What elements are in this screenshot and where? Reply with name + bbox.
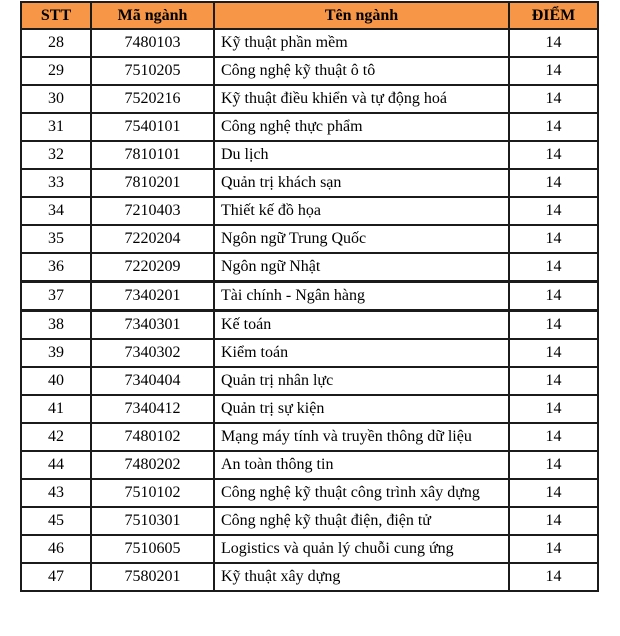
cell-name: Công nghệ kỹ thuật công trình xây dựng: [214, 479, 509, 507]
table-row: [21, 29, 598, 57]
table-row: [21, 311, 598, 340]
col-header-stt: STT: [21, 2, 91, 29]
table-row: [21, 85, 598, 113]
cell-stt: 30: [21, 85, 91, 113]
col-header-score: ĐIỂM: [509, 2, 598, 29]
cell-score: 14: [509, 535, 598, 563]
cell-stt: 33: [21, 169, 91, 197]
cell-code: 7340201: [91, 282, 214, 311]
cell-score: 14: [509, 253, 598, 282]
cell-code: 7340301: [91, 311, 214, 340]
table-row: [21, 423, 598, 451]
cell-name: Mạng máy tính và truyền thông dữ liệu: [214, 423, 509, 451]
table-row: [21, 197, 598, 225]
table-row: [21, 451, 598, 479]
cell-score: 14: [509, 395, 598, 423]
col-header-code: Mã ngành: [91, 2, 214, 29]
cell-name: Kỹ thuật điều khiển và tự động hoá: [214, 85, 509, 113]
cell-name: Quản trị sự kiện: [214, 395, 509, 423]
cell-score: 14: [509, 451, 598, 479]
cell-stt: 36: [21, 253, 91, 282]
cell-name: Kiểm toán: [214, 339, 509, 367]
cell-score: 14: [509, 507, 598, 535]
table-row: [21, 395, 598, 423]
cell-code: 7580201: [91, 563, 214, 591]
cell-code: 7810101: [91, 141, 214, 169]
table-row: [21, 282, 598, 311]
table-row: [21, 57, 598, 85]
table-body: [21, 29, 598, 591]
cell-name: Công nghệ kỹ thuật điện, điện tử: [214, 507, 509, 535]
cell-name: Kỹ thuật phần mềm: [214, 29, 509, 57]
table-row: [21, 535, 598, 563]
cell-code: 7220209: [91, 253, 214, 282]
cell-stt: 39: [21, 339, 91, 367]
cell-score: 14: [509, 29, 598, 57]
cell-score: 14: [509, 113, 598, 141]
cell-score: 14: [509, 85, 598, 113]
header-row: [21, 2, 598, 29]
cell-code: 7340404: [91, 367, 214, 395]
cell-name: Quản trị khách sạn: [214, 169, 509, 197]
cell-code: 7480202: [91, 451, 214, 479]
table-row: [21, 253, 598, 282]
cell-name: Tài chính - Ngân hàng: [214, 282, 509, 311]
cell-stt: 31: [21, 113, 91, 141]
cell-name: Ngôn ngữ Nhật: [214, 253, 509, 282]
cell-name: Công nghệ thực phẩm: [214, 113, 509, 141]
cell-stt: 43: [21, 479, 91, 507]
table-row: [21, 479, 598, 507]
cell-score: 14: [509, 225, 598, 253]
cell-stt: 29: [21, 57, 91, 85]
cell-stt: 28: [21, 29, 91, 57]
cell-stt: 46: [21, 535, 91, 563]
cell-stt: 41: [21, 395, 91, 423]
cell-name: Du lịch: [214, 141, 509, 169]
table-row: [21, 507, 598, 535]
cell-score: 14: [509, 282, 598, 311]
cell-stt: 40: [21, 367, 91, 395]
cell-code: 7510605: [91, 535, 214, 563]
cell-name: An toàn thông tin: [214, 451, 509, 479]
cell-score: 14: [509, 479, 598, 507]
cell-score: 14: [509, 57, 598, 85]
cell-score: 14: [509, 563, 598, 591]
cell-name: Ngôn ngữ Trung Quốc: [214, 225, 509, 253]
cell-score: 14: [509, 367, 598, 395]
cell-name: Kỹ thuật xây dựng: [214, 563, 509, 591]
cell-code: 7510205: [91, 57, 214, 85]
cell-code: 7510102: [91, 479, 214, 507]
cell-code: 7210403: [91, 197, 214, 225]
cell-name: Quản trị nhân lực: [214, 367, 509, 395]
cell-stt: 32: [21, 141, 91, 169]
cell-name: Kế toán: [214, 311, 509, 340]
cell-score: 14: [509, 339, 598, 367]
cell-code: 7510301: [91, 507, 214, 535]
table-row: [21, 225, 598, 253]
cell-score: 14: [509, 141, 598, 169]
table-row: [21, 141, 598, 169]
cell-name: Công nghệ kỹ thuật ô tô: [214, 57, 509, 85]
cell-score: 14: [509, 311, 598, 340]
table-row: [21, 339, 598, 367]
cell-stt: 45: [21, 507, 91, 535]
cell-code: 7520216: [91, 85, 214, 113]
cell-code: 7480103: [91, 29, 214, 57]
cell-stt: 38: [21, 311, 91, 340]
table-row: [21, 169, 598, 197]
table-row: [21, 113, 598, 141]
cell-stt: 42: [21, 423, 91, 451]
cell-code: 7540101: [91, 113, 214, 141]
cell-stt: 34: [21, 197, 91, 225]
admission-score-table: [20, 1, 599, 592]
cell-name: Logistics và quản lý chuỗi cung ứng: [214, 535, 509, 563]
cell-stt: 47: [21, 563, 91, 591]
table-row: [21, 367, 598, 395]
cell-score: 14: [509, 423, 598, 451]
cell-name: Thiết kế đồ họa: [214, 197, 509, 225]
table-row: [21, 563, 598, 591]
cell-code: 7340412: [91, 395, 214, 423]
cell-code: 7340302: [91, 339, 214, 367]
cell-stt: 44: [21, 451, 91, 479]
cell-stt: 35: [21, 225, 91, 253]
cell-code: 7480102: [91, 423, 214, 451]
cell-code: 7810201: [91, 169, 214, 197]
col-header-name: Tên ngành: [214, 2, 509, 29]
cell-code: 7220204: [91, 225, 214, 253]
cell-stt: 37: [21, 282, 91, 311]
table-header: [21, 2, 598, 29]
cell-score: 14: [509, 197, 598, 225]
cell-score: 14: [509, 169, 598, 197]
